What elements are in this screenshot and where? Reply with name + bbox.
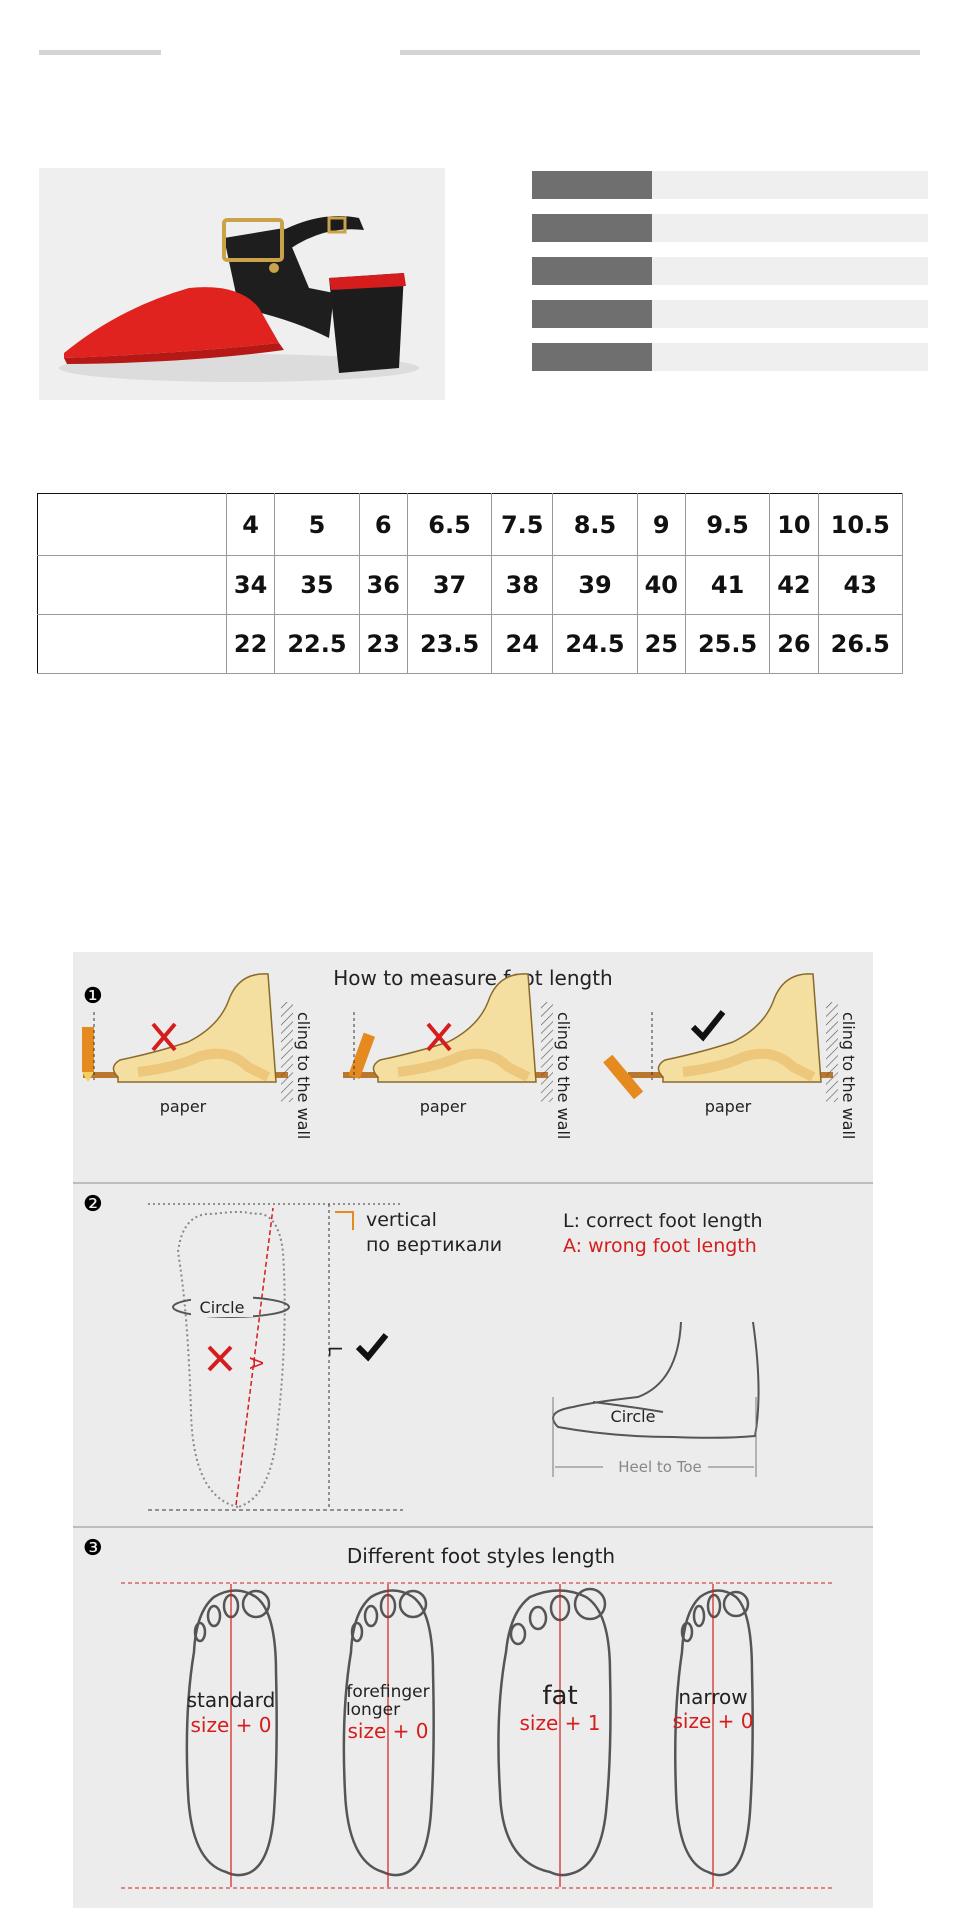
row-label: [38, 556, 227, 614]
size-cell: 41: [685, 556, 769, 614]
spec-row: [532, 171, 928, 199]
foot-style-fat: [498, 1584, 610, 1887]
size-cell: 6.5: [407, 494, 491, 556]
cross-icon: [209, 1347, 231, 1370]
size-cell: 23.5: [407, 614, 491, 673]
header-line-right: [400, 50, 920, 55]
paper-label: paper: [159, 1097, 207, 1116]
size-cell: 24: [492, 614, 553, 673]
foot-style-forefinger-longer: [344, 1584, 434, 1887]
size-cell: 22.5: [275, 614, 359, 673]
circle-label-side: Circle: [610, 1407, 656, 1426]
row-label: [38, 614, 227, 673]
foot-style-name: fat: [542, 1681, 578, 1711]
size-cell: 23: [359, 614, 407, 673]
size-cell: 26.5: [818, 614, 903, 673]
heel-to-toe-label: Heel to Toe: [618, 1458, 702, 1476]
letter-a: A: [245, 1357, 266, 1370]
section-foot-styles: [83, 1536, 833, 1888]
measure-panel-correct: [603, 974, 858, 1139]
check-icon: [693, 1012, 723, 1037]
size-cell: 39: [553, 556, 637, 614]
spec-row: [532, 343, 928, 371]
foot-style-size: size + 0: [190, 1713, 272, 1737]
size-cell: 6: [359, 494, 407, 556]
size-cell: 8.5: [553, 494, 637, 556]
spec-row: [532, 214, 928, 242]
section1-title: How to measure foot length: [333, 966, 613, 990]
letter-l: L: [324, 1346, 345, 1357]
size-cell: 7.5: [492, 494, 553, 556]
size-cell: 22: [227, 614, 275, 673]
foot-style-name: standard: [186, 1688, 276, 1712]
wrong-length-label: A: wrong foot length: [563, 1235, 757, 1257]
size-cell: 42: [770, 556, 818, 614]
vertical-label: vertical: [366, 1209, 437, 1231]
size-cell: 38: [492, 556, 553, 614]
wall-label: cling to the wall: [294, 1012, 313, 1140]
check-icon: [358, 1335, 386, 1357]
size-cell: 25.5: [685, 614, 769, 673]
table-row-cm: [38, 614, 903, 673]
size-cell: 37: [407, 556, 491, 614]
size-cell: 36: [359, 556, 407, 614]
foot-style-standard: [187, 1584, 277, 1887]
size-chart-table: [37, 493, 903, 674]
size-cell: 40: [637, 556, 685, 614]
foot-style-size: size + 0: [672, 1709, 754, 1733]
measure-panel-wrong-1: [82, 974, 313, 1139]
foot-style-narrow: [673, 1584, 754, 1887]
size-cell: 35: [275, 556, 359, 614]
table-row-us: [38, 494, 903, 556]
foot-style-name: narrow: [678, 1685, 748, 1709]
table-row-eu: [38, 556, 903, 614]
section-measure-length: [82, 966, 858, 1139]
size-cell: 10.5: [818, 494, 903, 556]
size-cell: 26: [770, 614, 818, 673]
product-image: [39, 168, 445, 400]
spec-row: [532, 300, 928, 328]
wall-label: cling to the wall: [554, 1012, 573, 1140]
size-cell: 34: [227, 556, 275, 614]
wall-label: cling to the wall: [839, 1012, 858, 1140]
foot-style-name: forefinger: [346, 1682, 430, 1702]
section-number-3: ❸: [83, 1536, 103, 1561]
foot-measure-guide: [73, 952, 873, 1908]
foot-style-name-2: longer: [345, 1700, 401, 1720]
correct-length-label: L: correct foot length: [563, 1210, 763, 1232]
row-label: [38, 494, 227, 556]
size-cell: 9.5: [685, 494, 769, 556]
size-cell: 4: [227, 494, 275, 556]
foot-style-size: size + 1: [519, 1711, 601, 1735]
size-cell: 9: [637, 494, 685, 556]
header-line-left: [39, 50, 161, 55]
size-cell: 43: [818, 556, 903, 614]
section3-title: Different foot styles length: [346, 1544, 616, 1568]
vertical-label-ru: по вертикали: [366, 1234, 503, 1256]
size-cell: 10: [770, 494, 818, 556]
size-cell: 25: [637, 614, 685, 673]
circle-label: Circle: [199, 1298, 245, 1317]
measure-panel-wrong-2: [343, 974, 573, 1139]
foot-style-size: size + 0: [347, 1719, 429, 1743]
section-number-2: ❷: [83, 1192, 103, 1217]
spec-row: [532, 257, 928, 285]
section-foot-length: [83, 1192, 763, 1510]
paper-label: paper: [704, 1097, 752, 1116]
paper-label: paper: [419, 1097, 467, 1116]
size-cell: 5: [275, 494, 359, 556]
size-cell: 24.5: [553, 614, 637, 673]
section-number-1: ❶: [83, 984, 103, 1009]
